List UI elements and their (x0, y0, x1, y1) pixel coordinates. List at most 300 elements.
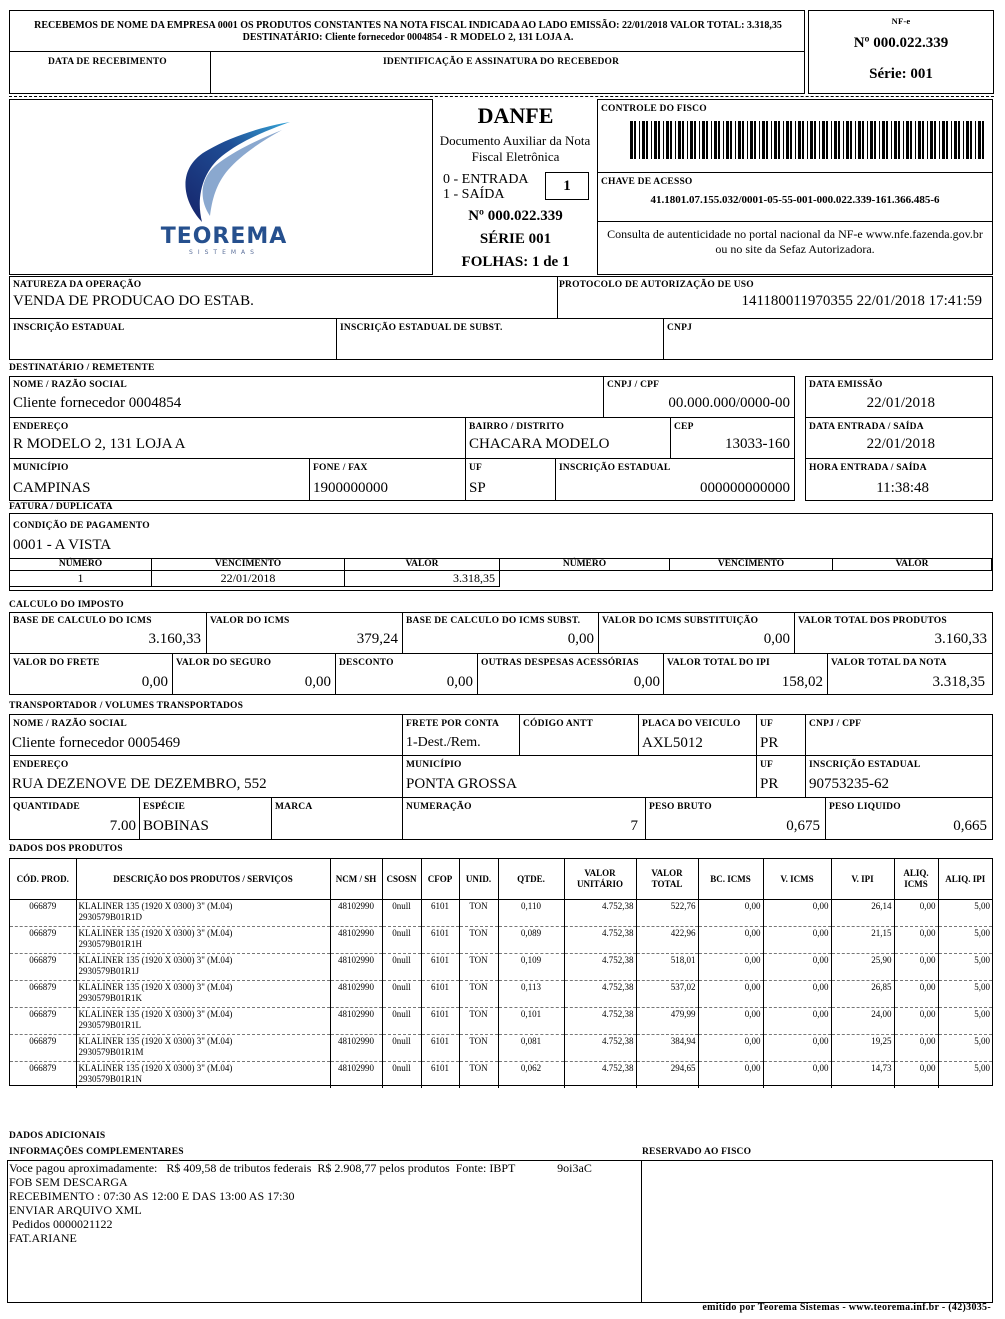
prod-aipi: 5,00 (938, 900, 992, 927)
imp-bc-icms-label: BASE DE CALCULO DO ICMS (13, 616, 152, 626)
barcode-bar (651, 121, 652, 159)
imp-icms-box (206, 612, 403, 654)
prod-h-vipi: V. IPI (831, 859, 894, 900)
transp-uf-box (756, 714, 806, 756)
transp-antt-label: CÓDIGO ANTT (523, 719, 594, 729)
reservado-fisco-box (641, 1160, 993, 1303)
barcode-bar (675, 121, 676, 159)
prod-vunit: 4.752,38 (564, 927, 636, 954)
destinatario-secao: DESTINATÁRIO / REMETENTE (9, 363, 155, 373)
barcode-bar (735, 121, 736, 159)
dest-bairro: CHACARA MODELO (469, 436, 610, 452)
imp-frete-label: VALOR DO FRETE (13, 658, 100, 668)
prod-qtde: 0,089 (498, 927, 564, 954)
imp-total-prod-label: VALOR TOTAL DOS PRODUTOS (798, 616, 947, 626)
prod-desc (76, 1008, 330, 1035)
dest-emissao-box (805, 376, 993, 418)
danfe-titulo: DANFE (477, 103, 554, 128)
ie-box (9, 318, 337, 360)
barcode-bar (706, 121, 708, 159)
nfe-numero: Nº 000.022.339 (853, 35, 949, 51)
barcode-bar (906, 121, 909, 159)
dest-nome-label: NOME / RAZÃO SOCIAL (13, 380, 127, 390)
barcode-bar (966, 121, 969, 159)
dest-cnpj: 00.000.000/0000-00 (668, 395, 790, 411)
dup-h-valor: VALOR (345, 559, 500, 571)
prod-desc (76, 1035, 330, 1062)
dest-bairro-box (465, 417, 671, 459)
prod-qtde: 0,081 (498, 1035, 564, 1062)
transp-uf2-box (756, 755, 806, 798)
produto-linha (10, 981, 992, 1008)
reservado-fisco-label: RESERVADO AO FISCO (642, 1147, 752, 1157)
natureza-valor: VENDA DE PRODUCAO DO ESTAB. (13, 293, 254, 309)
prod-desc-linha1: KLALINER 135 (1920 X 0300) 3" (M.04) (78, 1063, 233, 1073)
dest-hora-label: HORA ENTRADA / SAÍDA (809, 463, 927, 473)
dest-endereco-box (9, 417, 466, 459)
barcode-bar (855, 121, 856, 159)
prod-vicms: 0,00 (763, 954, 831, 981)
protocolo-label: PROTOCOLO DE AUTORIZAÇÃO DE USO (559, 280, 754, 290)
dest-municipio: CAMPINAS (13, 480, 91, 496)
info-compl-linhas (9, 1161, 592, 1245)
dest-endereco-label: ENDEREÇO (13, 422, 69, 432)
imp-outras-box (477, 653, 664, 695)
dest-fone-box (309, 458, 466, 501)
prod-vunit: 4.752,38 (564, 1008, 636, 1035)
barcode-bar (730, 121, 732, 159)
prod-desc (76, 954, 330, 981)
prod-unid: TON (459, 927, 498, 954)
prod-ncm: 48102990 (330, 954, 382, 981)
prod-csosn: 0null (382, 927, 421, 954)
prod-cfop: 6101 (421, 954, 459, 981)
dest-nome: Cliente fornecedor 0004854 (13, 395, 182, 411)
prod-bc: 0,00 (698, 1035, 763, 1062)
barcode-bar (894, 121, 897, 159)
dup-h-vencimento: VENCIMENTO (152, 559, 345, 571)
transp-liquido: 0,665 (953, 818, 987, 834)
barcode-bar (807, 121, 808, 159)
danfe-numero: Nº 000.022.339 (468, 208, 563, 224)
transp-nome-label: NOME / RAZÃO SOCIAL (13, 719, 127, 729)
prod-ncm: 48102990 (330, 1062, 382, 1089)
barcode-bar (903, 121, 904, 159)
nfe-serie: Série: 001 (869, 66, 933, 82)
imp-outras-label: OUTRAS DESPESAS ACESSÓRIAS (481, 658, 639, 668)
chave-acesso: 41.1801.07.155.032/0001-05-55-001-000.022.339-161.366.485-6 (650, 194, 940, 206)
barcode-bar (714, 121, 717, 159)
danfe-folhas: FOLHAS: 1 de 1 (461, 254, 570, 270)
prod-vipi: 26,14 (831, 900, 894, 927)
imp-desconto-label: DESCONTO (339, 658, 394, 668)
consulta-linha2: ou no site da Sefaz Autorizadora. (715, 242, 875, 256)
prod-bc: 0,00 (698, 927, 763, 954)
produtos-secao: DADOS DOS PRODUTOS (9, 844, 123, 854)
barcode-bar (766, 121, 768, 159)
danfe-entrada: 0 - ENTRADA (443, 172, 529, 187)
prod-aicms: 0,00 (894, 927, 938, 954)
barcode-bar (723, 121, 724, 159)
transp-especie-label: ESPÉCIE (143, 802, 186, 812)
transp-placa-label: PLACA DO VEICULO (642, 719, 741, 729)
barcode-bar (942, 121, 945, 159)
transp-cnpj-box (805, 714, 993, 756)
prod-h-qtde: QTDE. (498, 859, 564, 900)
danfe-tipo: 1 (563, 178, 571, 194)
prod-vipi: 24,00 (831, 1008, 894, 1035)
prod-vunit: 4.752,38 (564, 954, 636, 981)
barcode-bar (663, 121, 664, 159)
dest-emissao: 22/01/2018 (866, 395, 935, 411)
danfe-sub1: Documento Auxiliar da Nota (439, 133, 591, 148)
prod-vipi: 26,85 (831, 981, 894, 1008)
barcode-bar (831, 121, 832, 159)
prod-vunit: 4.752,38 (564, 981, 636, 1008)
prod-csosn: 0null (382, 1062, 421, 1089)
transp-ie-box (805, 755, 993, 798)
dest-fone: 1900000000 (313, 480, 388, 496)
transp-liquido-label: PESO LIQUIDO (829, 802, 901, 812)
fatura-secao: FATURA / DUPLICATA (9, 502, 113, 512)
teorema-logo-icon (150, 116, 310, 226)
dest-ie-label: INSCRIÇÃO ESTADUAL (559, 463, 671, 473)
barcode-bar (778, 121, 780, 159)
prod-unid: TON (459, 1062, 498, 1089)
barcode-bar (747, 121, 748, 159)
barcode-bar (886, 121, 888, 159)
transp-frete-box (402, 714, 520, 756)
imp-bc-st: 0,00 (567, 631, 594, 647)
imp-bc-icms-box (9, 612, 207, 654)
info-compl-linha: FOB SEM DESCARGA (9, 1175, 128, 1189)
prod-csosn: 0null (382, 1035, 421, 1062)
barcode-bar (930, 121, 933, 159)
prod-aipi: 5,00 (938, 927, 992, 954)
barcode-bar (754, 121, 756, 159)
barcode-bar (798, 121, 801, 159)
natureza-box (9, 276, 558, 319)
produtos-cabecalho (10, 859, 992, 900)
barcode-bar (874, 121, 876, 159)
barcode-bar (774, 121, 777, 159)
dest-cep-box (670, 417, 795, 459)
barcode-bar (762, 121, 765, 159)
prod-vicms: 0,00 (763, 1035, 831, 1062)
imp-total-nota-label: VALOR TOTAL DA NOTA (831, 658, 947, 668)
barcode-bar (951, 121, 952, 159)
barcode-bar (918, 121, 921, 159)
prod-cod: 066879 (29, 1063, 57, 1073)
transp-especie-box (139, 797, 272, 840)
prod-h-aicms: ALIQ. ICMS (894, 859, 938, 900)
prod-desc-linha1: KLALINER 135 (1920 X 0300) 3" (M.04) (78, 982, 233, 992)
prod-cfop: 6101 (421, 981, 459, 1008)
prod-cod: 066879 (10, 1035, 76, 1062)
barcode-bar (690, 121, 693, 159)
prod-ncm: 48102990 (330, 927, 382, 954)
transp-ie: 90753235-62 (809, 776, 889, 792)
info-compl-label: INFORMAÇÕES COMPLEMENTARES (9, 1147, 184, 1157)
transp-bruto-label: PESO BRUTO (649, 802, 712, 812)
prod-unid: TON (459, 981, 498, 1008)
duplicatas-cabecalho (10, 559, 992, 571)
protocolo-box (557, 276, 993, 319)
transp-uf: PR (760, 735, 779, 751)
prod-aicms: 0,00 (894, 1008, 938, 1035)
assinatura-label: IDENTIFICAÇÃO E ASSINATURA DO RECEBEDOR (383, 57, 620, 67)
transp-especie: BOBINAS (143, 818, 209, 834)
prod-desc (76, 981, 330, 1008)
barcode-bar (718, 121, 720, 159)
prod-aicms: 0,00 (894, 954, 938, 981)
info-compl-linha: Voce pagou aproximadamente: R$ 409,58 de tributos federais R$ 2.908,77 pelos produtos Fonte: IBPT 9oi3aC (9, 1161, 592, 1175)
produto-linha (10, 1008, 992, 1035)
prod-vunit: 4.752,38 (564, 1062, 636, 1089)
prod-vtotal: 522,76 (636, 900, 698, 927)
prod-h-cfop: CFOP (421, 859, 459, 900)
barcode-bar (975, 121, 976, 159)
info-compl-box (7, 1160, 642, 1303)
barcode-bar (915, 121, 916, 159)
prod-desc-linha1: KLALINER 135 (1920 X 0300) 3" (M.04) (78, 1009, 233, 1019)
rodape: emitido por Teorema Sistemas - www.teorema.inf.br - (42)3035- (702, 1302, 991, 1313)
dup-h-vencimento-2: VENCIMENTO (670, 559, 833, 571)
ie-label: INSCRIÇÃO ESTADUAL (13, 323, 125, 333)
prod-bc: 0,00 (698, 900, 763, 927)
imp-bc-st-box (402, 612, 599, 654)
dup-numero: 1 (10, 571, 152, 587)
ie-subst-box (336, 318, 664, 360)
prod-cod: 066879 (10, 981, 76, 1008)
imp-ipi: 158,02 (781, 674, 823, 690)
dest-emissao-label: DATA EMISSÃO (809, 380, 883, 390)
dup-vazio-3 (833, 571, 992, 587)
prod-desc (76, 900, 330, 927)
prod-vicms: 0,00 (763, 981, 831, 1008)
barcode-bar (795, 121, 796, 159)
prod-cfop: 6101 (421, 900, 459, 927)
logo-nome: TEOREMA (160, 224, 288, 249)
prod-cfop: 6101 (421, 927, 459, 954)
transp-uf-label: UF (760, 719, 774, 729)
prod-vunit: 4.752,38 (564, 900, 636, 927)
barcode-bar (970, 121, 972, 159)
dest-cnpj-label: CNPJ / CPF (607, 380, 660, 390)
barcode-bar (786, 121, 789, 159)
barcode-bar (922, 121, 924, 159)
barcode-bar (958, 121, 960, 159)
dup-valor: 3.318,35 (345, 571, 500, 587)
barcode-bar (802, 121, 804, 159)
prod-csosn: 0null (382, 1008, 421, 1035)
logo-box (9, 99, 433, 275)
natureza-label: NATUREZA DA OPERAÇÃO (13, 280, 142, 290)
prod-aipi: 5,00 (938, 1008, 992, 1035)
prod-desc-linha1: KLALINER 135 (1920 X 0300) 3" (M.04) (78, 955, 233, 965)
prod-ncm: 48102990 (330, 1008, 382, 1035)
imp-desconto-box (335, 653, 478, 695)
produto-linha (10, 1035, 992, 1062)
prod-vtotal: 518,01 (636, 954, 698, 981)
ie-subst-label: INSCRIÇÃO ESTADUAL DE SUBST. (340, 323, 503, 333)
prod-vipi: 25,90 (831, 954, 894, 981)
nfe-canhoto-box (808, 10, 994, 94)
barcode-bar (658, 121, 660, 159)
transp-numeracao-box (402, 797, 646, 840)
prod-vicms: 0,00 (763, 1008, 831, 1035)
barcode-bar (814, 121, 816, 159)
prod-vicms: 0,00 (763, 1062, 831, 1089)
data-recebimento-label: DATA DE RECEBIMENTO (48, 57, 167, 67)
barcode-bar (870, 121, 873, 159)
prod-desc-linha2: 2930579B01R1L (78, 1020, 142, 1030)
duplicatas-tabela (9, 558, 992, 587)
imp-seguro-label: VALOR DO SEGURO (176, 658, 272, 668)
nfe-label: NF-e (891, 16, 911, 26)
condicao-valor: 0001 - A VISTA (13, 537, 112, 553)
prod-h-aipi: ALIQ. IPI (938, 859, 992, 900)
prod-h-vicms: V. ICMS (763, 859, 831, 900)
imposto-secao: CALCULO DO IMPOSTO (9, 600, 124, 610)
prod-qtde: 0,062 (498, 1062, 564, 1089)
prod-vtotal: 294,65 (636, 1062, 698, 1089)
prod-aicms: 0,00 (894, 1035, 938, 1062)
chave-label: CHAVE DE ACESSO (601, 177, 693, 187)
imp-ipi-box (663, 653, 828, 695)
barcode-bar (882, 121, 885, 159)
adicionais-secao: DADOS ADICIONAIS (9, 1131, 106, 1141)
barcode-bar (891, 121, 892, 159)
controle-fisco-box (597, 99, 993, 173)
dest-hora: 11:38:48 (876, 480, 929, 496)
prod-vtotal: 422,96 (636, 927, 698, 954)
dest-endereco: R MODELO 2, 131 LOJA A (13, 436, 186, 452)
barcode-bar (742, 121, 744, 159)
barcode-bar (850, 121, 852, 159)
dest-ie-box (555, 458, 795, 501)
prod-vtotal: 384,94 (636, 1035, 698, 1062)
barcode-bar (699, 121, 700, 159)
prod-vipi: 21,15 (831, 927, 894, 954)
cnpj-emit-label: CNPJ (667, 323, 693, 333)
imp-bc-st-label: BASE DE CALCULO DO ICMS SUBST. (406, 616, 581, 626)
prod-h-csosn: CSOSN (382, 859, 421, 900)
barcode-bar (982, 121, 984, 159)
barcode-bar (846, 121, 849, 159)
danfe-saida: 1 - SAÍDA (443, 187, 505, 202)
transp-ie-label: INSCRIÇÃO ESTADUAL (809, 760, 921, 770)
barcode-bar (670, 121, 672, 159)
protocolo-valor: 141180011970355 22/01/2018 17:41:59 (741, 293, 982, 309)
barcode-bar (642, 121, 645, 159)
barcode-bar (963, 121, 964, 159)
dest-uf: SP (469, 480, 486, 496)
prod-vipi: 19,25 (831, 1035, 894, 1062)
imp-total-nota-box (827, 653, 993, 695)
dest-cnpj-box (603, 376, 795, 418)
barcode-bar (666, 121, 669, 159)
canhoto-texto-box (9, 10, 805, 52)
controle-fisco-label: CONTROLE DO FISCO (601, 104, 707, 114)
prod-cod: 066879 (10, 1008, 76, 1035)
danfe-tipo-box (545, 172, 589, 200)
imp-bc-icms: 3.160,33 (148, 631, 201, 647)
transp-antt-box (519, 714, 639, 756)
imp-total-nota: 3.318,35 (932, 674, 985, 690)
prod-h-unid: UNID. (459, 859, 498, 900)
barcode-bar (939, 121, 940, 159)
barcode-bar (726, 121, 729, 159)
prod-qtde: 0,110 (498, 900, 564, 927)
barcode-bar (838, 121, 840, 159)
transp-endereco: RUA DEZENOVE DE DEZEMBRO, 552 (12, 776, 267, 792)
prod-ncm: 48102990 (330, 900, 382, 927)
barcode-bar (834, 121, 837, 159)
transp-numeracao-label: NUMERAÇÃO (406, 802, 472, 812)
transp-municipio: PONTA GROSSA (406, 776, 517, 792)
barcode-bar (858, 121, 861, 159)
info-compl-linha: FAT.ARIANE (9, 1231, 77, 1245)
dest-ie: 000000000000 (700, 480, 790, 496)
prod-desc-linha1: KLALINER 135 (1920 X 0300) 3" (M.04) (78, 901, 233, 911)
barcode-bar (738, 121, 741, 159)
imp-seguro: 0,00 (304, 674, 331, 690)
prod-vunit: 4.752,38 (564, 1035, 636, 1062)
data-recebimento-box (9, 51, 211, 94)
barcode-bar (759, 121, 760, 159)
barcode-bar (654, 121, 657, 159)
imp-total-prod: 3.160,33 (934, 631, 987, 647)
prod-cfop: 6101 (421, 1008, 459, 1035)
canhoto-texto: RECEBEMOS DE NOME DA EMPRESA 0001 OS PRODUTOS CONSTANTES NA NOTA FISCAL INDICADA AO LADO EMISSÃO: 22/01/2018 VALOR TOTAL: 3.318,35 DESTINATÁRIO: Cliente fornecedor 0004854 - R MODELO 2, 131 LOJA A. (34, 20, 782, 43)
barcode-bar (946, 121, 948, 159)
barcode-bar (646, 121, 648, 159)
chave-box (597, 172, 993, 222)
prod-vtotal: 537,02 (636, 981, 698, 1008)
prod-qtde: 0,101 (498, 1008, 564, 1035)
prod-desc-linha2: 2930579B01R1N (78, 1074, 143, 1084)
cnpj-emit-box (663, 318, 993, 360)
prod-desc-linha2: 2930579B01R1K (78, 993, 143, 1003)
barcode-bar (862, 121, 864, 159)
prod-csosn: 0null (382, 900, 421, 927)
prod-desc-linha2: 2930579B01R1M (78, 1047, 144, 1057)
prod-desc (76, 927, 330, 954)
dup-h-numero: NÚMERO (10, 559, 152, 571)
transportador-secao: TRANSPORTADOR / VOLUMES TRANSPORTADOS (9, 701, 244, 711)
prod-aicms: 0,00 (894, 900, 938, 927)
dest-entrada-label: DATA ENTRADA / SAÍDA (809, 422, 924, 432)
prod-vtotal: 479,99 (636, 1008, 698, 1035)
prod-h-vunit: VALOR UNITÁRIO (564, 859, 636, 900)
prod-aipi: 5,00 (938, 981, 992, 1008)
imp-seguro-box (172, 653, 336, 695)
barcode-bar (687, 121, 688, 159)
transp-endereco-label: ENDEREÇO (13, 760, 69, 770)
dest-hora-box (805, 458, 993, 501)
barcode-bar (771, 121, 772, 159)
dest-uf-label: UF (469, 463, 483, 473)
prod-h-desc: DESCRIÇÃO DOS PRODUTOS / SERVIÇOS (76, 859, 330, 900)
prod-aipi: 5,00 (938, 954, 992, 981)
produto-linha (10, 1062, 992, 1089)
barcode-bar (867, 121, 868, 159)
barcode-bar (822, 121, 825, 159)
produtos-tabela (10, 859, 992, 1088)
prod-h-vtotal: VALOR TOTAL (636, 859, 698, 900)
prod-desc-linha2: 2930579B01R1H (78, 939, 143, 949)
